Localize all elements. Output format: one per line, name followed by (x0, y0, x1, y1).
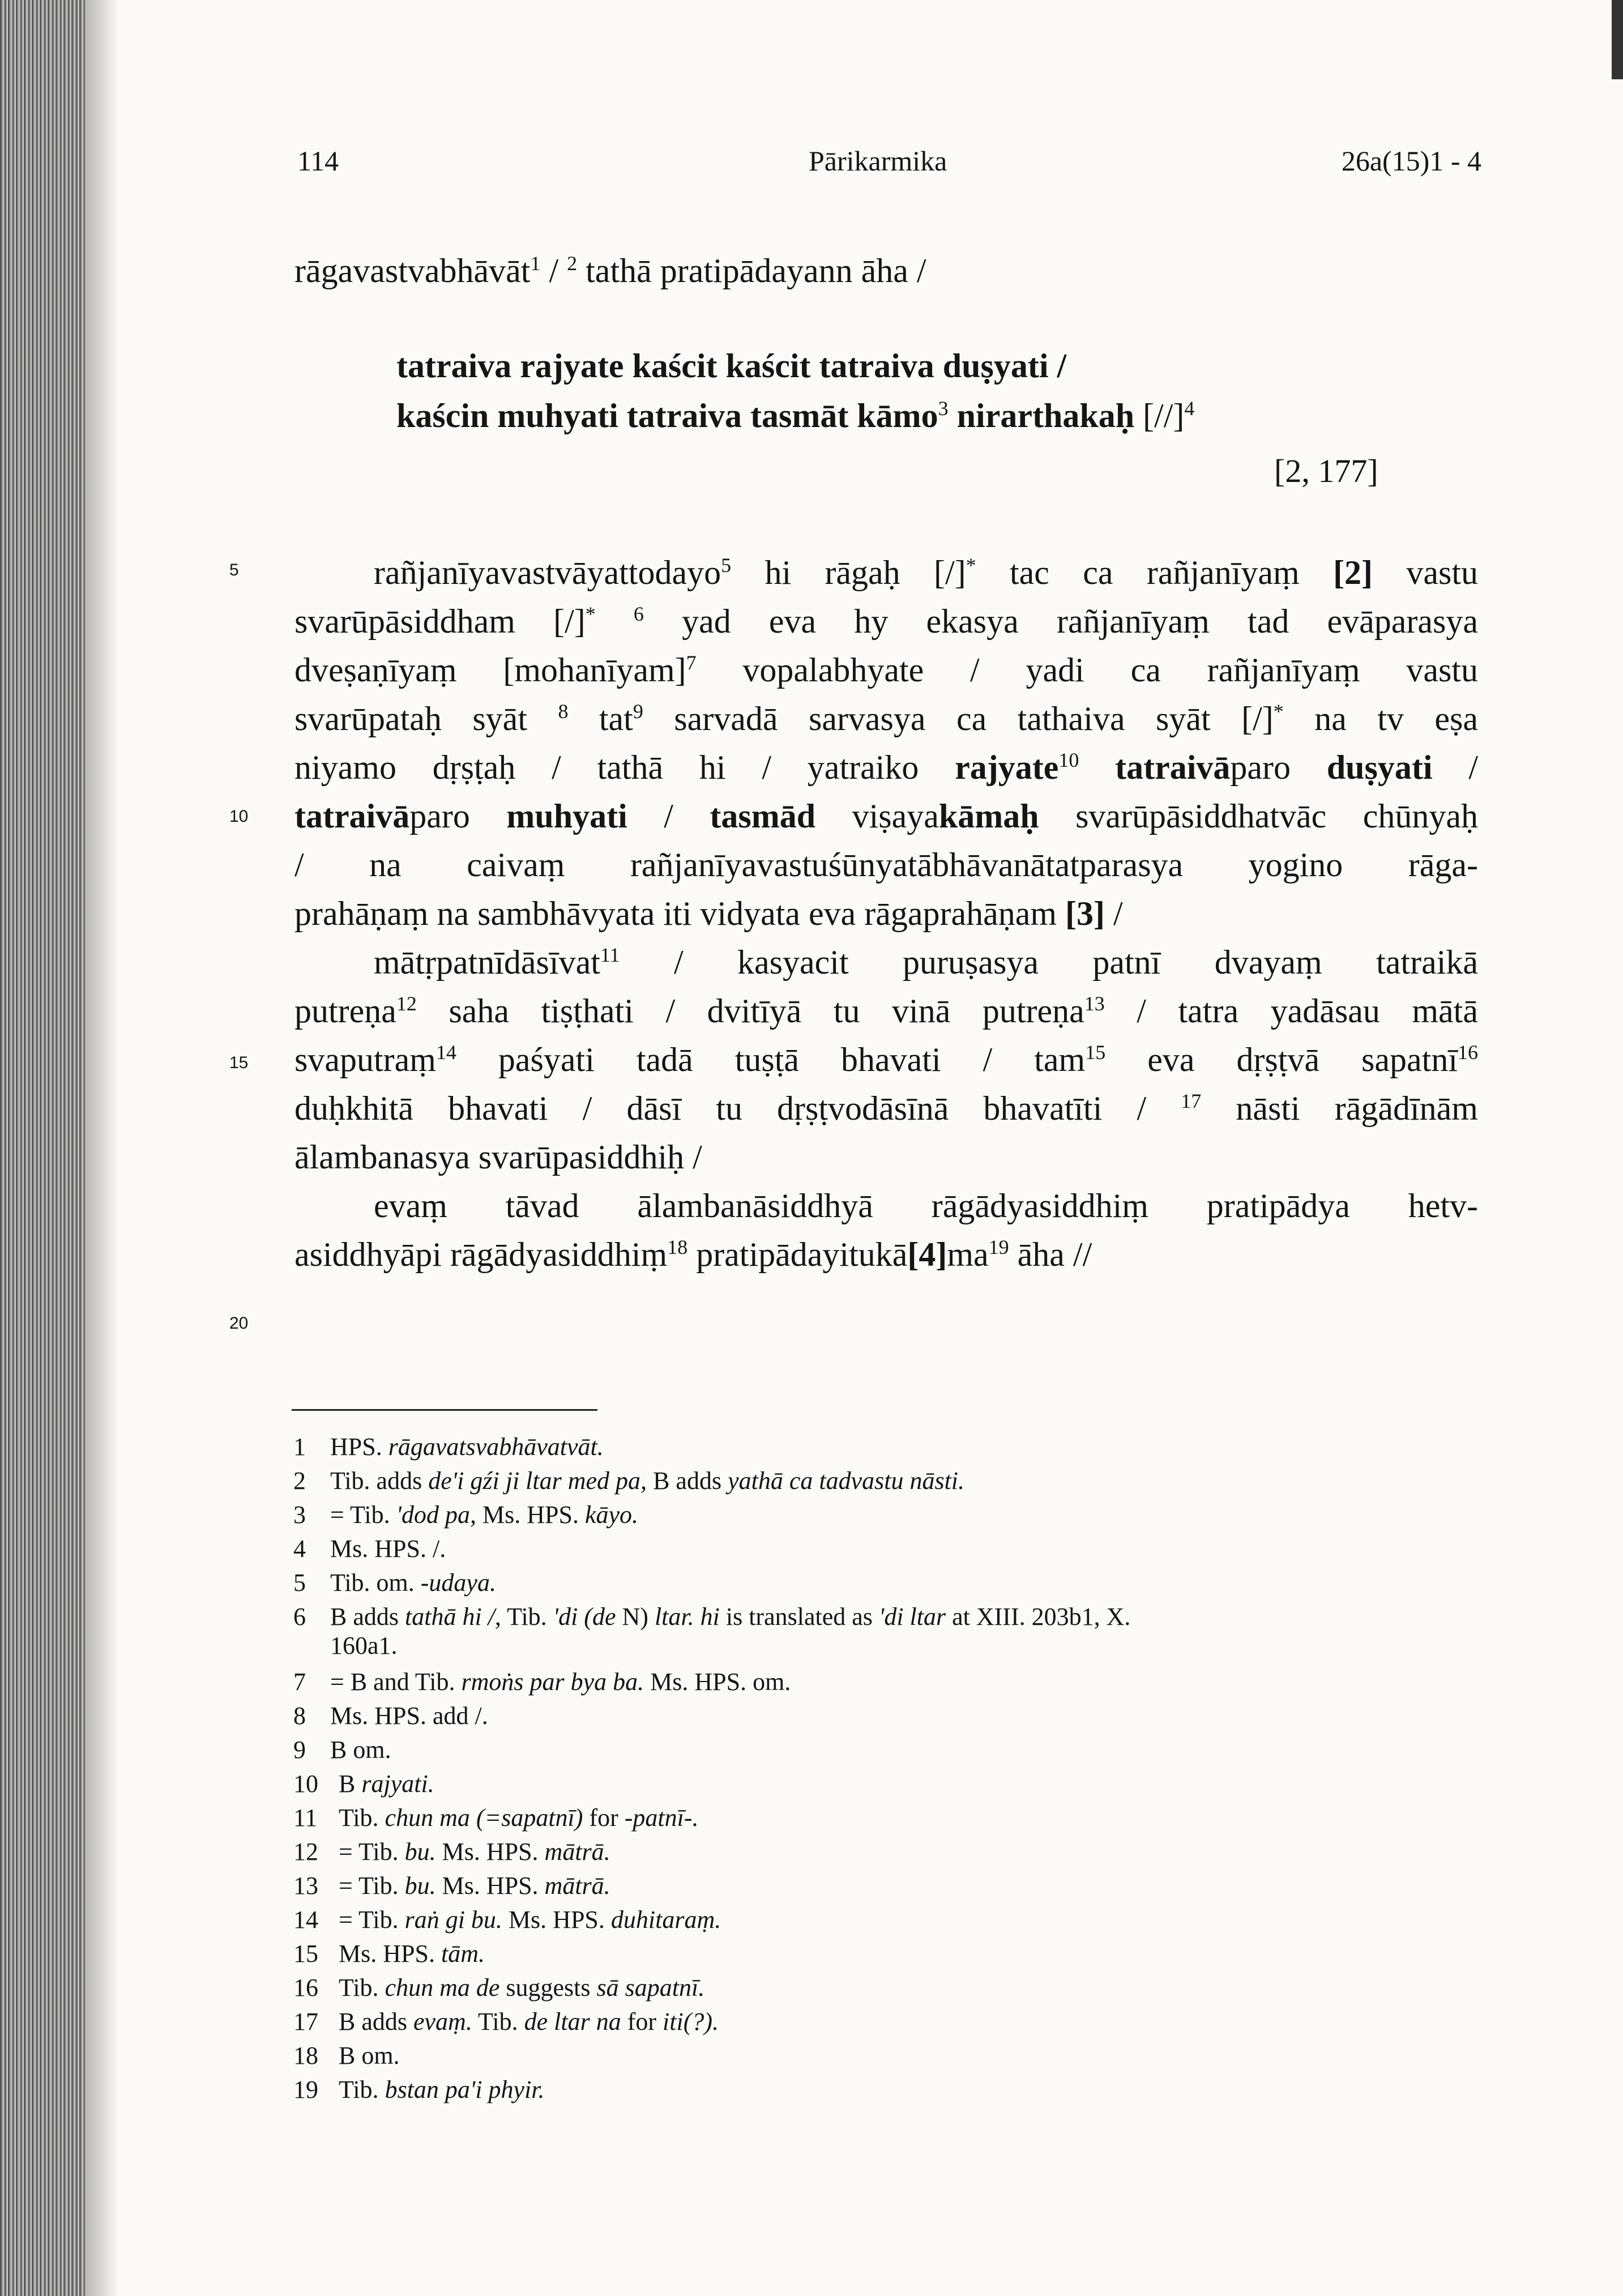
footnote-10: 10 B rajyati. (293, 1770, 434, 1798)
prose-line-14: evaṃ tāvad ālambanāsiddhyā rāgādyasiddhiṃ pratipādya hetv- (374, 1187, 1478, 1224)
line-number-10: 10 (229, 807, 249, 826)
prose-line-11: svaputraṃ$^{14}$ paśyati tadā tuṣṭā bhavati / tam$^{15}$ eva dṛṣṭvā sapatnī$^{16}$ (294, 1041, 1478, 1078)
footnote-7: 7 = B and Tib. rmoṅs par bya ba. Ms. HPS. om. (293, 1668, 791, 1696)
footnote-5: 5 Tib. om. -udaya. (293, 1569, 496, 1597)
intro-line: rāgavastvabhāvāt$^1$ / $^2$ tathā pratipādayann āha / (294, 252, 926, 289)
line-number-15: 15 (229, 1053, 249, 1072)
line-number-20: 20 (229, 1314, 249, 1333)
footnote-2: 2 Tib. adds de'i gźi ji ltar med pa, B adds yathā ca tadvastu nāsti. (293, 1467, 965, 1495)
prose-line-6: tatraivāparo muhyati / tasmād viṣayakāmaḥ svarūpāsiddhatvāc chūnyaḥ (294, 797, 1479, 835)
running-title: Pārikarmika (809, 145, 947, 177)
footnote-17: 17 B adds evaṃ. Tib. de ltar na for iti(?). (293, 2008, 719, 2035)
footnote-6: 6 B adds tathā hi /, Tib. 'di (de N) ltar. hi is translated as 'di ltar at XIII. 203b1, X. (293, 1603, 1131, 1631)
footnote-1: 1 HPS. rāgavatsvabhāvatvāt. (293, 1433, 604, 1461)
prose-line-12: duḥkhitā bhavati / dāsī tu dṛṣṭvodāsīnā bhavatīti / $^{17}$ nāsti rāgādīnām (294, 1090, 1478, 1127)
footnote-6-continuation: 160a1. (330, 1632, 398, 1659)
page-corner-mark (1612, 0, 1623, 79)
verse-line-2: kaścin muhyati tatraiva tasmāt kāmo$^3$ nirarthakaḥ $[//]^4$ (396, 397, 1195, 434)
prose-line-4: svarūpataḥ syāt $^8$ tat$^9$ sarvadā sarvasya ca tathaiva syāt [/]* na tv eṣa (294, 700, 1478, 737)
footnote-separator (292, 1409, 597, 1411)
footnote-9: 9 B om. (293, 1736, 391, 1764)
footnote-4: 4 Ms. HPS. /. (293, 1535, 446, 1563)
prose-line-8: prahāṇaṃ na sambhāvyata iti vidyata eva rāgaprahāṇam [3] / (294, 895, 1123, 932)
prose-line-15: asiddhyāpi rāgādyasiddhiṃ$^{18}$ $pratipādayitukā[4]ma^{19}$ āha // (294, 1236, 1092, 1273)
prose-line-9: mātṛpatnīdāsīvat$^{11}$ / kasyacit puruṣasya patnī dvayaṃ tatraikā (374, 944, 1478, 981)
gutter-shadow (85, 0, 119, 2296)
book-spine-shadow (0, 0, 85, 2296)
prose-line-13: ālambanasya svarūpasiddhiḥ / (294, 1138, 702, 1176)
footnote-3: 3 = Tib. 'dod pa, Ms. HPS. kāyo. (293, 1501, 639, 1529)
footnote-8: 8 Ms. HPS. add /. (293, 1702, 488, 1730)
footnote-12: 12 = Tib. bu. Ms. HPS. mātrā. (293, 1838, 610, 1866)
prose-line-2: svarūpāsiddham [/]* $^6$ yad eva hy ekasya rañjanīyaṃ tad evāparasya (294, 603, 1479, 640)
footnote-15: 15 Ms. HPS. tām. (293, 1940, 485, 1968)
footnote-16: 16 Tib. chun ma de suggests sā sapatnī. (293, 1974, 705, 2001)
footnote-18: 18 B om. (293, 2042, 400, 2069)
footnote-11: 11 Tib. chun ma (=sapatnī) for -patnī-. (293, 1804, 699, 1832)
footnote-13: 13 = Tib. bu. Ms. HPS. mātrā. (293, 1872, 610, 1900)
line-number-5: 5 (229, 561, 239, 579)
verse-line-1: tatraiva rajyate kaścit kaścit tatraiva duṣyati / (396, 347, 1067, 385)
page-number: 114 (297, 145, 339, 177)
verse-reference: [2, 177] (1274, 453, 1378, 489)
prose-line-5: niyamo dṛṣṭaḥ / tathā hi / yatraiko rajyate$^{10}$ tatraivāparo duṣyati / (294, 749, 1478, 786)
footnote-14: 14 = Tib. raṅ gi bu. Ms. HPS. duhitaraṃ. (293, 1906, 721, 1934)
prose-line-10: putreṇa$^{12}$ saha tiṣṭhati / dvitīyā tu vinā putreṇa$^{13}$ / tatra yadāsau mātā (294, 992, 1478, 1030)
prose-line-7: / na caivaṃ rañjanīyavastuśūnyatābhāvanātatparasya yogino rāga- (294, 846, 1478, 884)
prose-line-1: rañjanīyavastvāyattodayo$^5$ hi rāgaḥ [/]* tac ca rañjanīyaṃ [2] vastu (374, 554, 1479, 591)
footnote-19: 19 Tib. bstan pa'i phyir. (293, 2076, 545, 2103)
prose-line-3: dveṣaṇīyaṃ [mohanīyam]$^7$ vopalabhyate / yadi ca rañjanīyaṃ vastu (294, 651, 1478, 689)
folio-reference: 26a(15)1 - 4 (1341, 145, 1481, 177)
